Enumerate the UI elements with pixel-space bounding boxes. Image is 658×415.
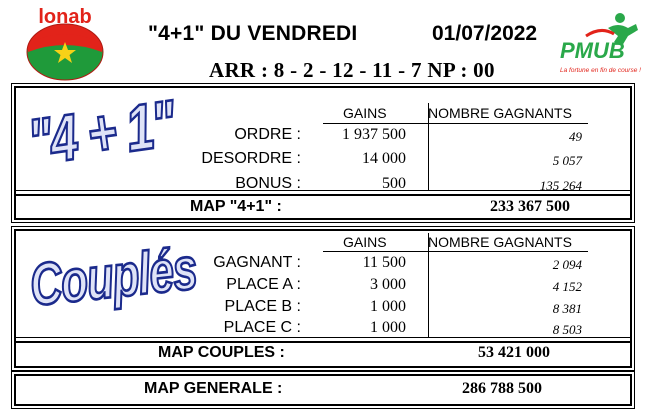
column-divider: [428, 233, 429, 340]
col-nombre-header: NOMBRE GAGNANTS: [428, 105, 572, 121]
row-label: DESORDRE :: [201, 150, 301, 167]
row-nombre: 135 264: [539, 178, 582, 193]
map-divider: [16, 341, 630, 343]
row-gain: 1 937 500: [342, 126, 406, 143]
couples-decoration: Couplés: [26, 235, 200, 319]
section-4plus1: [14, 86, 632, 220]
column-divider: [428, 103, 429, 193]
race-date: 01/07/2022: [432, 22, 538, 45]
col-gains-header: GAINS: [343, 105, 387, 121]
row-gain: 1 000: [370, 298, 406, 315]
row-nombre: 2 094: [552, 257, 582, 272]
map-generale-value: 286 788 500: [462, 380, 542, 397]
row-gain: 500: [382, 175, 406, 192]
row-gain: 3 000: [370, 276, 406, 293]
row-gain: 11 500: [362, 254, 406, 271]
row-label: GAGNANT :: [213, 254, 301, 271]
gains-underline: [323, 251, 428, 252]
map-couples-value: 53 421 000: [478, 344, 550, 361]
4plus1-decoration: "4 + 1": [23, 86, 179, 180]
section-map-generale: [14, 374, 632, 406]
map-couples-label: MAP COUPLES :: [158, 344, 285, 361]
row-label: PLACE B :: [224, 298, 301, 315]
row-nombre: 49: [569, 129, 582, 144]
row-label: BONUS :: [235, 175, 301, 192]
map-generale-label: MAP GENERALE :: [144, 380, 283, 397]
lonab-brand-text: lonab: [38, 6, 92, 28]
pmub-slogan: La fortune en fin de course !: [560, 67, 641, 74]
row-gain: 1 000: [370, 319, 406, 336]
col-nombre-header: NOMBRE GAGNANTS: [428, 234, 572, 250]
row-nombre: 5 057: [552, 153, 582, 168]
page-title: "4+1" DU VENDREDI: [148, 22, 358, 45]
row-nombre: 4 152: [552, 279, 582, 294]
row-gain: 14 000: [362, 150, 406, 167]
row-label: PLACE A :: [226, 276, 301, 293]
row-label: PLACE C :: [223, 319, 301, 336]
pmub-brand-text: PMUB: [560, 38, 625, 63]
lonab-logo: [18, 4, 113, 82]
map-4plus1-label: MAP "4+1" :: [190, 198, 282, 215]
nombre-underline: [428, 251, 588, 252]
map-4plus1-value: 233 367 500: [490, 198, 570, 215]
map-divider: [16, 194, 630, 196]
arrivee-line: ARR : 8 - 2 - 12 - 11 - 7 NP : 00: [209, 58, 495, 82]
nombre-underline: [428, 123, 588, 124]
row-nombre: 8 381: [552, 301, 582, 316]
col-gains-header: GAINS: [343, 234, 387, 250]
section-couples: [14, 229, 632, 368]
row-label: ORDRE :: [234, 126, 301, 143]
gains-underline: [323, 123, 428, 124]
row-nombre: 8 503: [552, 322, 582, 337]
pmub-logo: [556, 6, 652, 78]
